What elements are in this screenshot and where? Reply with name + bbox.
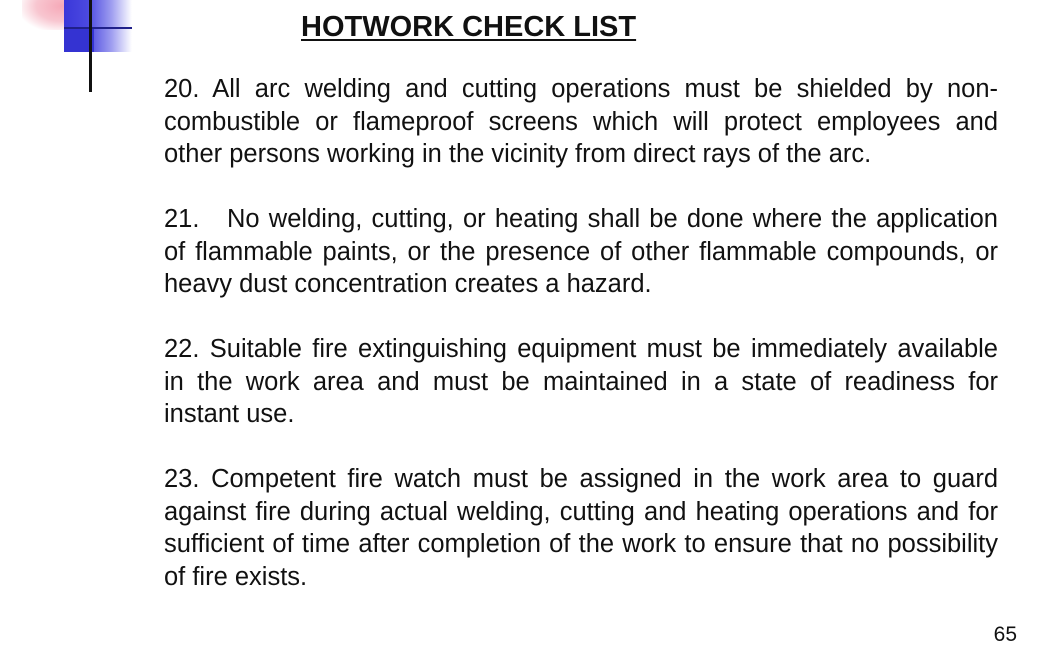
checklist-item-23: 23. Competent fire watch must be assigned in the work area to guard against fire during actual welding, cutting and heating operations and for sufficient of time after completion of the work to ensure that no possibility of fire exists. <box>164 465 998 591</box>
checklist-item-20: 20. All arc welding and cutting operations must be shielded by non-combustible or flameproof screens which will protect employees and other persons working in the vicinity from direct rays of the arc. <box>164 75 998 168</box>
decorative-vertical-line <box>89 0 92 92</box>
checklist-item-22: 22. Suitable fire extinguishing equipment must be immediately available in the work area and must be maintained in a state of readiness for instant use. <box>164 335 998 428</box>
decorative-horizontal-line <box>64 27 132 29</box>
checklist-item-21: 21. No welding, cutting, or heating shall be done where the application of flammable paints, or the presence of other flammable compounds, or heavy dust concentration creates a hazard. <box>164 205 1006 298</box>
page-number: 65 <box>993 623 1017 646</box>
slide-title: HOTWORK CHECK LIST <box>301 11 637 43</box>
